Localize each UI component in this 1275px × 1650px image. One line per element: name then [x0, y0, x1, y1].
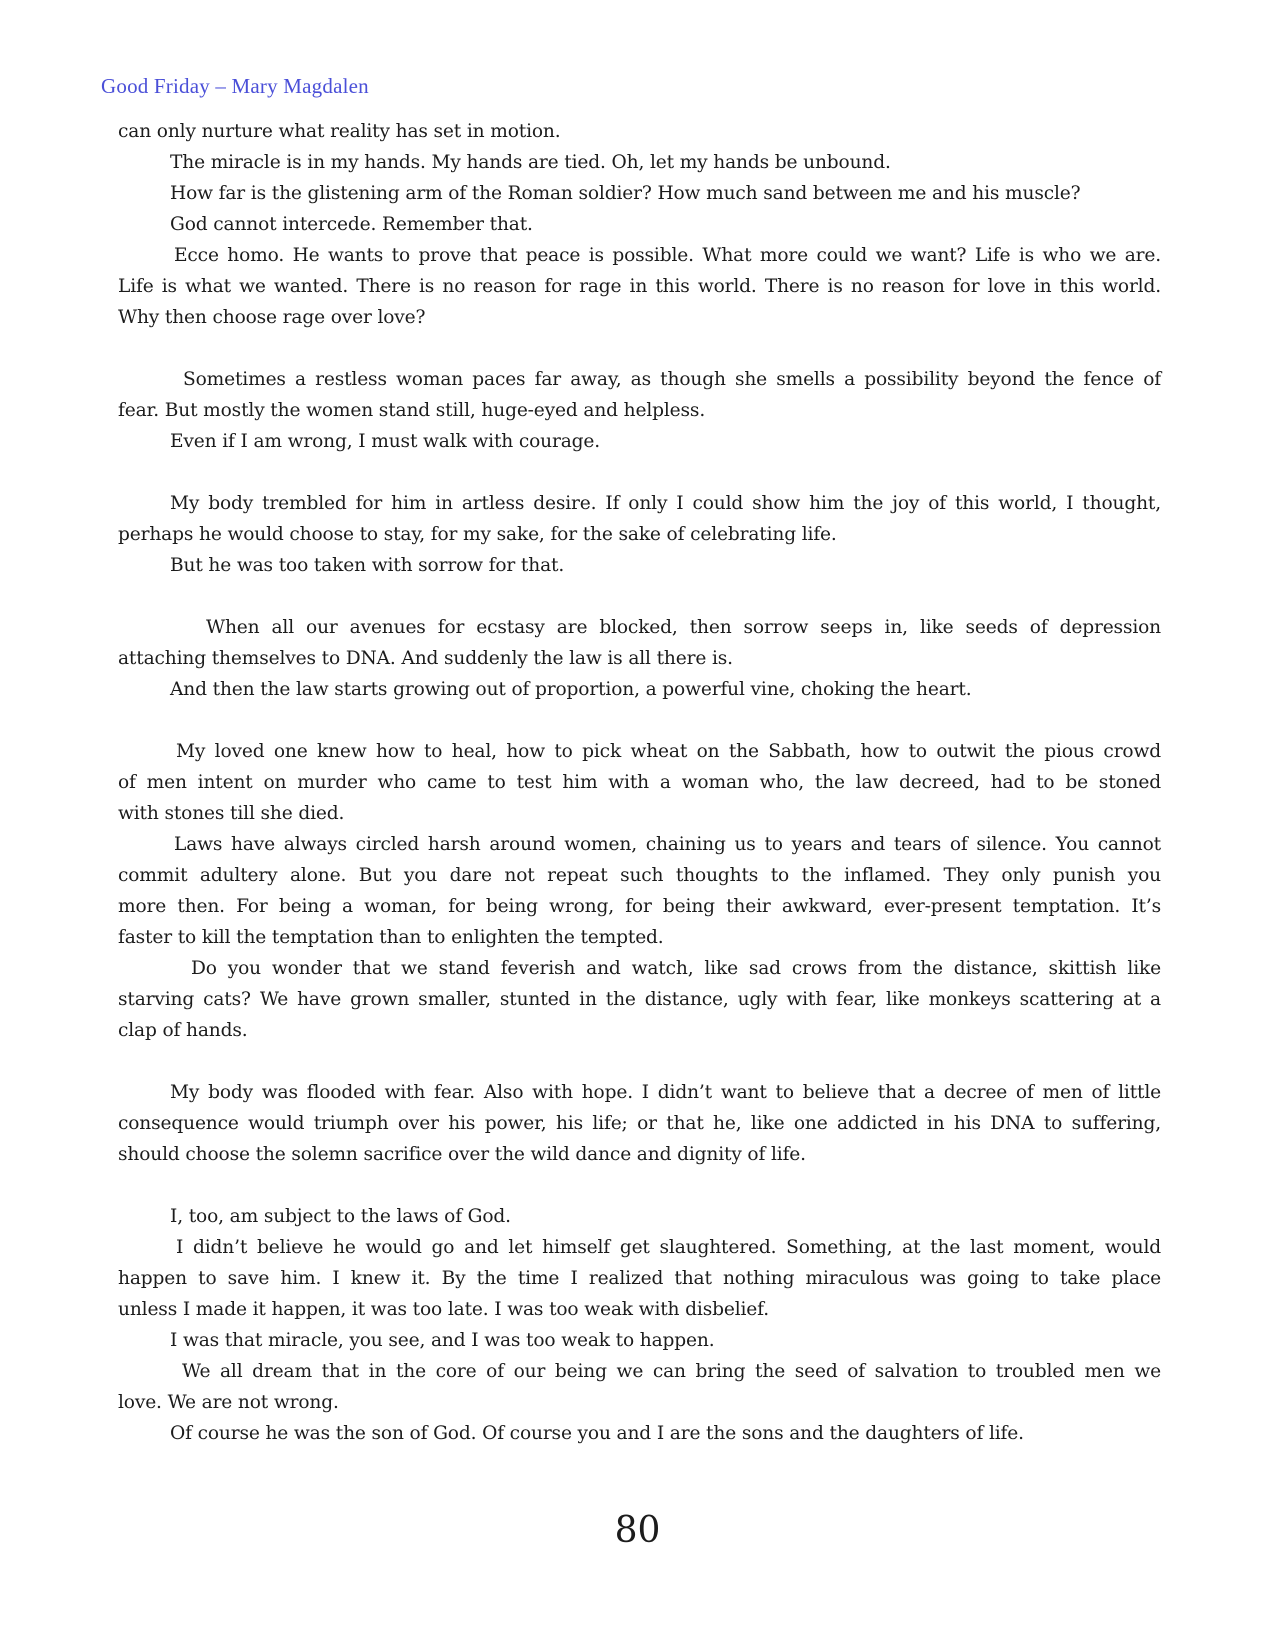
running-header-title: Good Friday – Mary Magdalen: [101, 74, 369, 98]
text-line: happen to save him. I knew it. By the time I realized that nothing miraculous was going to take place: [118, 1268, 1161, 1289]
text-line: Even if I am wrong, I must walk with courage.: [170, 431, 601, 452]
text-line: My loved one knew how to heal, how to pick wheat on the Sabbath, how to outwit the pious crowd: [176, 741, 1161, 762]
text-line: And then the law starts growing out of proportion, a powerful vine, choking the heart.: [170, 679, 972, 700]
text-line: God cannot intercede. Remember that.: [170, 214, 533, 235]
text-line: fear. But mostly the women stand still, huge-eyed and helpless.: [118, 400, 706, 421]
text-line: Sometimes a restless woman paces far away, as though she smells a possibility beyond the fence of: [183, 369, 1161, 390]
paragraph-gap: [118, 333, 1161, 364]
text-line: unless I made it happen, it was too late. I was too weak with disbelief.: [118, 1299, 769, 1320]
text-line: love. We are not wrong.: [118, 1392, 339, 1413]
text-line: can only nurture what reality has set in motion.: [118, 121, 561, 142]
paragraph-gap: [118, 581, 1161, 612]
body-text: [118, 116, 1161, 1449]
text-line: faster to kill the temptation than to enlighten the tempted.: [118, 927, 664, 948]
text-line: When all our avenues for ecstasy are blocked, then sorrow seeps in, like seeds of depression: [206, 617, 1161, 638]
text-line: attaching themselves to DNA. And suddenly the law is all there is.: [118, 648, 733, 669]
text-line: I was that miracle, you see, and I was too weak to happen.: [170, 1330, 715, 1351]
text-line: My body was flooded with fear. Also with hope. I didn’t want to believe that a decree of men of little: [170, 1082, 1161, 1103]
text-line: The miracle is in my hands. My hands are tied. Oh, let my hands be unbound.: [170, 152, 891, 173]
text-line: I, too, am subject to the laws of God.: [170, 1206, 511, 1227]
text-line: Ecce homo. He wants to prove that peace is possible. What more could we want? Life is who we are.: [174, 245, 1161, 266]
page-number: 80: [614, 1510, 661, 1551]
paragraph-gap: [118, 457, 1161, 488]
text-line: more then. For being a woman, for being wrong, for being their awkward, ever-present temptation. It’s: [118, 896, 1161, 917]
text-line: of men intent on murder who came to test him with a woman who, the law decreed, had to be stoned: [118, 772, 1161, 793]
text-line: Of course he was the son of God. Of course you and I are the sons and the daughters of life.: [170, 1423, 1024, 1444]
text-line: starving cats? We have grown smaller, stunted in the distance, ugly with fear, like monkeys scattering at a: [118, 989, 1161, 1010]
text-line: commit adultery alone. But you dare not repeat such thoughts to the inflamed. They only punish you: [118, 865, 1161, 886]
text-line: But he was too taken with sorrow for that.: [170, 555, 565, 576]
text-line: My body trembled for him in artless desire. If only I could show him the joy of this world, I thought,: [170, 493, 1161, 514]
paragraph-gap: [118, 1046, 1161, 1077]
paragraph-gap: [118, 705, 1161, 736]
paragraph-gap: [118, 1170, 1161, 1201]
text-line: Do you wonder that we stand feverish and watch, like sad crows from the distance, skittish like: [191, 958, 1161, 979]
text-line: Life is what we wanted. There is no reason for rage in this world. There is no reason for love in this world.: [118, 276, 1161, 297]
text-line: Why then choose rage over love?: [118, 307, 426, 328]
text-line: Laws have always circled harsh around women, chaining us to years and tears of silence. You cannot: [174, 834, 1161, 855]
text-line: We all dream that in the core of our being we can bring the seed of salvation to troubled men we: [182, 1361, 1161, 1382]
text-line: perhaps he would choose to stay, for my sake, for the sake of celebrating life.: [118, 524, 837, 545]
text-line: with stones till she died.: [118, 803, 345, 824]
text-line: How far is the glistening arm of the Roman soldier? How much sand between me and his muscle?: [170, 183, 1081, 204]
text-line: consequence would triumph over his power, his life; or that he, like one addicted in his DNA to suffering,: [118, 1113, 1161, 1134]
text-line: I didn’t believe he would go and let himself get slaughtered. Something, at the last moment, would: [176, 1237, 1161, 1258]
text-line: should choose the solemn sacrifice over the wild dance and dignity of life.: [118, 1144, 806, 1165]
text-line: clap of hands.: [118, 1020, 248, 1041]
